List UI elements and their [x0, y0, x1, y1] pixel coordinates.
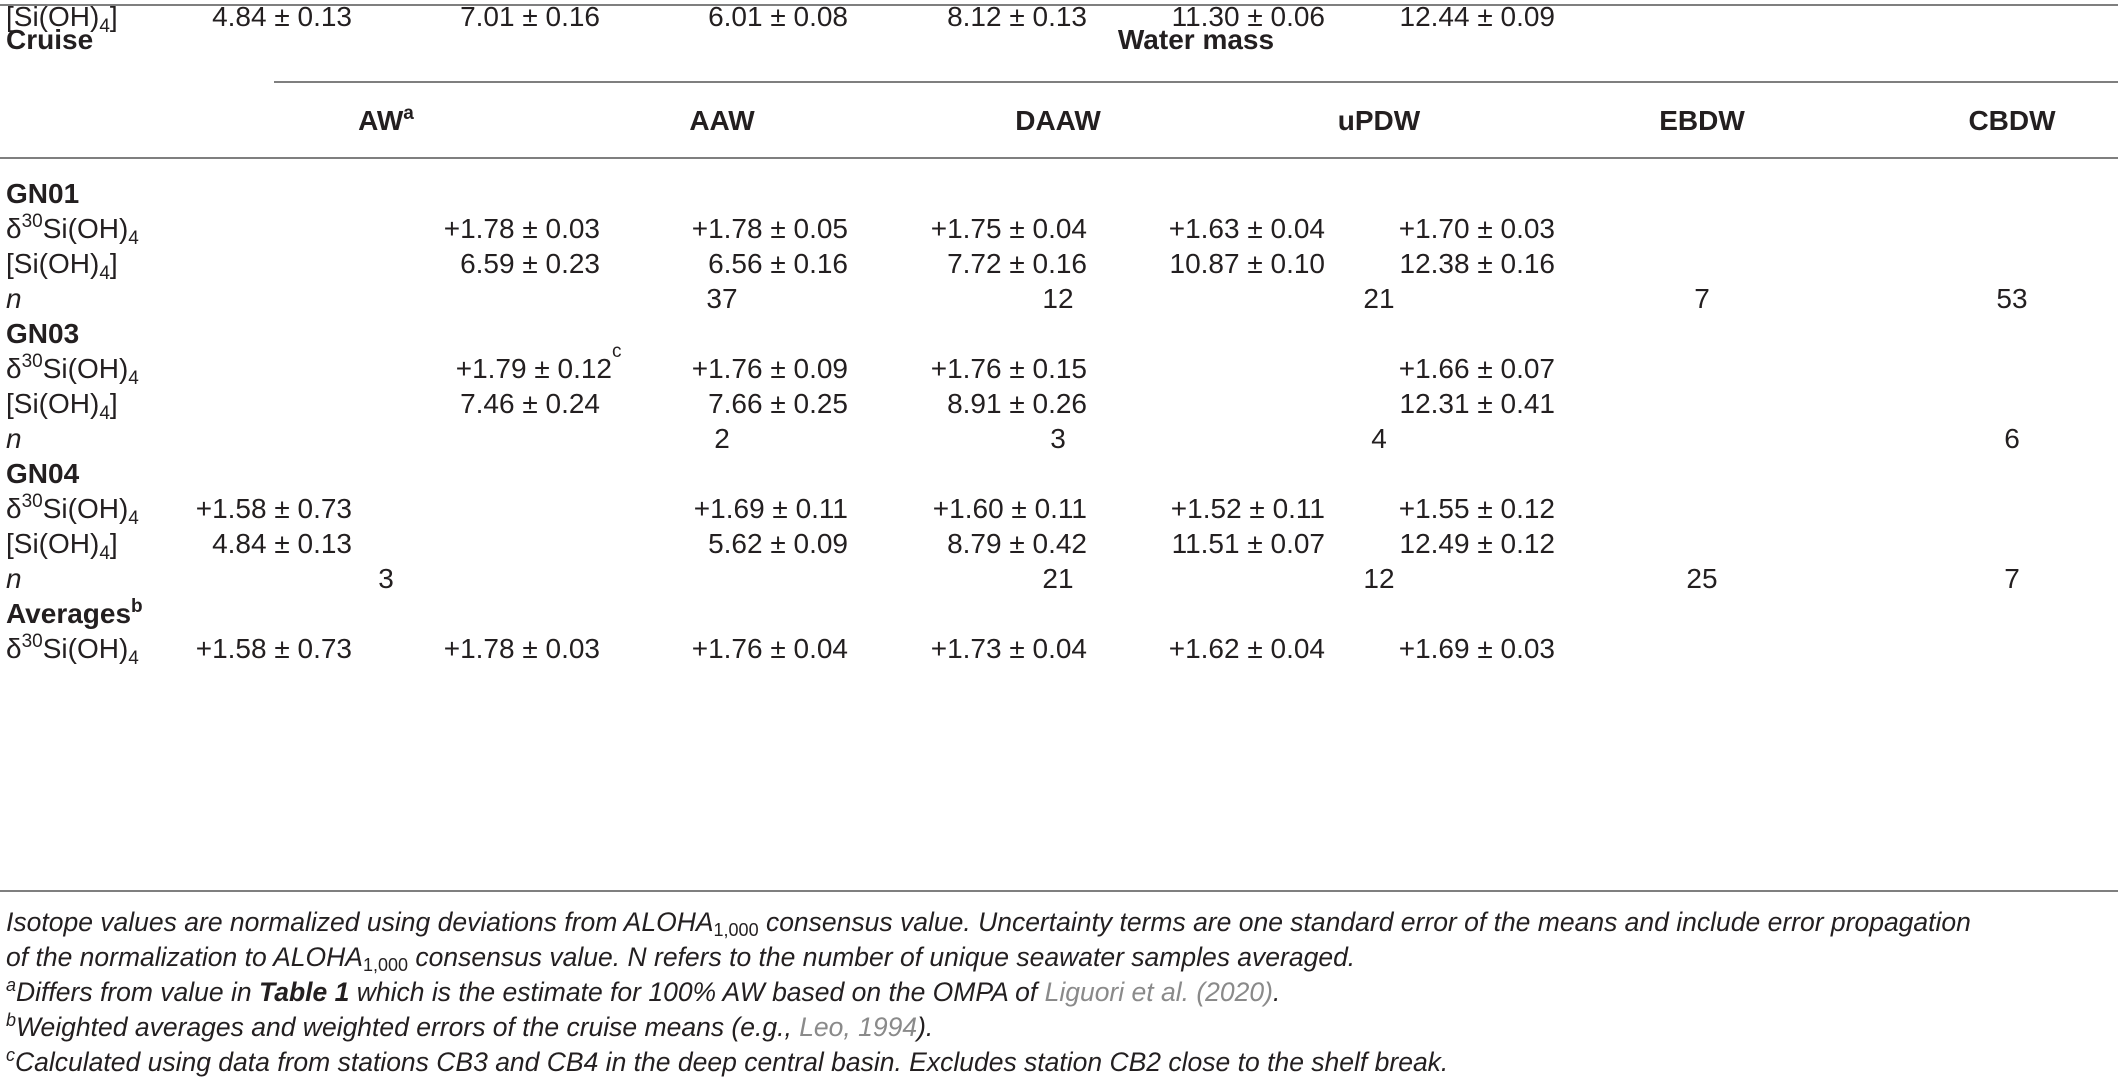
delta-value-gn03-5: +1.66 ± 0.07 — [1398, 353, 1555, 384]
delta-value-gn01-3: +1.75 ± 0.04 — [930, 213, 1087, 244]
n-value-gn03-1: 2 — [714, 423, 730, 454]
n-value-gn03-2: 3 — [1050, 423, 1066, 454]
delta-value-gn04-5: +1.55 ± 0.12 — [1398, 493, 1555, 524]
concentration-value-gn04-3: 8.79 ± 0.42 — [947, 528, 1087, 559]
delta-value-gn03-2: +1.76 ± 0.09 — [691, 353, 848, 384]
n-label: n — [6, 423, 22, 454]
delta-value-gn01-5: +1.70 ± 0.03 — [1398, 213, 1555, 244]
concentration-value-averages-1: 7.01 ± 0.16 — [460, 1, 600, 32]
concentration-value-gn04-0: 4.84 ± 0.13 — [212, 528, 352, 559]
delta-value-gn01-4: +1.63 ± 0.04 — [1168, 213, 1325, 244]
si-concentration-label: $[Si(OH)_4]$ — [6, 528, 118, 564]
si-concentration-label: $[Si(OH)_4]$ — [6, 1, 118, 37]
concentration-value-gn01-3: 7.72 ± 0.16 — [947, 248, 1087, 279]
n-value-gn04-4: 25 — [1686, 563, 1718, 594]
n-value-gn04-5: 7 — [2004, 563, 2020, 594]
col-header-daaw: DAAW — [1015, 105, 1101, 136]
concentration-value-averages-5: 12.44 ± 0.09 — [1399, 1, 1555, 32]
footnote-b: $^b$Weighted averages and weighted errors of the cruise means (e.g., Leo, 1994). — [6, 1010, 934, 1042]
bottom-rule — [0, 890, 2118, 892]
delta-value-gn04-4: +1.52 ± 0.11 — [1170, 493, 1325, 524]
delta-value-gn04-3: +1.60 ± 0.11 — [932, 493, 1087, 524]
col-header-updw: uPDW — [1337, 105, 1421, 136]
n-value-gn01-3: 21 — [1363, 283, 1395, 314]
cruise-header: Cruise — [6, 24, 94, 55]
delta-value-averages-0: +1.58 ± 0.73 — [195, 633, 352, 664]
concentration-value-gn04-5: 12.49 ± 0.12 — [1399, 528, 1555, 559]
col-header-ebdw: EBDW — [1659, 105, 1745, 136]
n-value-gn03-5: 6 — [2004, 423, 2020, 454]
concentration-value-gn03-1: 7.46 ± 0.24 — [460, 388, 600, 419]
delta-si-label: $\delta^{30}Si(OH)_4$ — [6, 351, 139, 389]
concentration-value-averages-3: 8.12 ± 0.13 — [947, 1, 1087, 32]
n-value-gn04-0: 3 — [378, 563, 394, 594]
group-header-gn01: GN01 — [6, 178, 80, 209]
si-concentration-label: $[Si(OH)_4]$ — [6, 388, 118, 424]
liguori-reference-link[interactable]: Liguori et al. (2020) — [1044, 977, 1273, 1007]
col-header-cbdw: CBDW — [1968, 105, 2056, 136]
delta-si-label: $\delta^{30}Si(OH)_4$ — [6, 631, 139, 669]
concentration-value-gn01-5: 12.38 ± 0.16 — [1399, 248, 1555, 279]
leo-reference-link[interactable]: Leo, 1994 — [799, 1012, 918, 1042]
delta-si-label: $\delta^{30}Si(OH)_4$ — [6, 491, 139, 529]
group-header-gn04: GN04 — [6, 458, 80, 489]
delta-value-gn04-2: +1.69 ± 0.11 — [693, 493, 848, 524]
concentration-value-gn04-4: 11.51 ± 0.07 — [1171, 528, 1325, 559]
water-mass-rule — [274, 81, 2118, 83]
delta-value-gn03-1: +1.79 ± 0.12 c — [455, 341, 622, 384]
n-value-gn01-2: 12 — [1042, 283, 1074, 314]
footnote-c: $^c$Calculated using data from stations CB3 and CB4 in the deep central basin. Excludes station CB2 close to the shelf break. — [6, 1045, 1449, 1077]
concentration-value-gn01-1: 6.59 ± 0.23 — [460, 248, 600, 279]
concentration-value-averages-4: 11.30 ± 0.06 — [1171, 1, 1325, 32]
concentration-value-gn03-5: 12.31 ± 0.41 — [1399, 388, 1555, 419]
delta-value-averages-3: +1.73 ± 0.04 — [930, 633, 1087, 664]
footnote-general-1: Isotope values are normalized using deviations from $ALOHA_{1,000}$ consensus value. Uncertainty terms are one standard error of the means and include error propagation — [6, 907, 1971, 940]
delta-value-gn03-3: +1.76 ± 0.15 — [930, 353, 1087, 384]
group-header-gn03: GN03 — [6, 318, 80, 349]
concentration-value-gn04-2: 5.62 ± 0.09 — [708, 528, 848, 559]
concentration-value-gn01-4: 10.87 ± 0.10 — [1169, 248, 1325, 279]
n-value-gn01-4: 7 — [1694, 283, 1710, 314]
delta-value-gn01-1: +1.78 ± 0.03 — [443, 213, 600, 244]
n-value-gn01-1: 37 — [706, 283, 738, 314]
delta-si-label: $\delta^{30}Si(OH)_4$ — [6, 211, 139, 249]
n-value-gn01-5: 53 — [1996, 283, 2028, 314]
group-header-averages: Averages$^b$ — [6, 596, 143, 629]
water-mass-header: Water mass — [1117, 24, 1275, 55]
concentration-value-averages-2: 6.01 ± 0.08 — [708, 1, 848, 32]
n-label: n — [6, 563, 22, 594]
delta-value-gn04-0: +1.58 ± 0.73 — [195, 493, 352, 524]
n-value-gn03-3: 4 — [1371, 423, 1387, 454]
n-value-gn04-2: 21 — [1042, 563, 1074, 594]
delta-value-gn01-2: +1.78 ± 0.05 — [691, 213, 848, 244]
header-rule — [0, 157, 2118, 159]
n-value-gn04-3: 12 — [1363, 563, 1395, 594]
n-label: n — [6, 283, 22, 314]
delta-value-averages-1: +1.78 ± 0.03 — [443, 633, 600, 664]
concentration-value-gn03-2: 7.66 ± 0.25 — [708, 388, 848, 419]
delta-value-averages-2: +1.76 ± 0.04 — [691, 633, 848, 664]
delta-value-averages-4: +1.62 ± 0.04 — [1168, 633, 1325, 664]
delta-value-averages-5: +1.69 ± 0.03 — [1398, 633, 1555, 664]
table-1-link[interactable]: Table 1 — [259, 977, 350, 1007]
concentration-value-gn01-2: 6.56 ± 0.16 — [708, 248, 848, 279]
si-concentration-label: $[Si(OH)_4]$ — [6, 248, 118, 284]
concentration-value-gn03-3: 8.91 ± 0.26 — [947, 388, 1087, 419]
footnote-a: $^a$Differs from value in Table 1 which is the estimate for 100% AW based on the OMPA of Liguori et al. (2020). — [6, 975, 1281, 1007]
concentration-value-averages-0: 4.84 ± 0.13 — [212, 1, 352, 32]
footnote-general-2: of the normalization to $ALOHA_{1,000}$ consensus value. N refers to the number of unique seawater samples averaged. — [6, 942, 1356, 975]
col-header-aaw: AAW — [689, 105, 755, 136]
col-header-aw: $AW^a$ — [358, 103, 414, 136]
